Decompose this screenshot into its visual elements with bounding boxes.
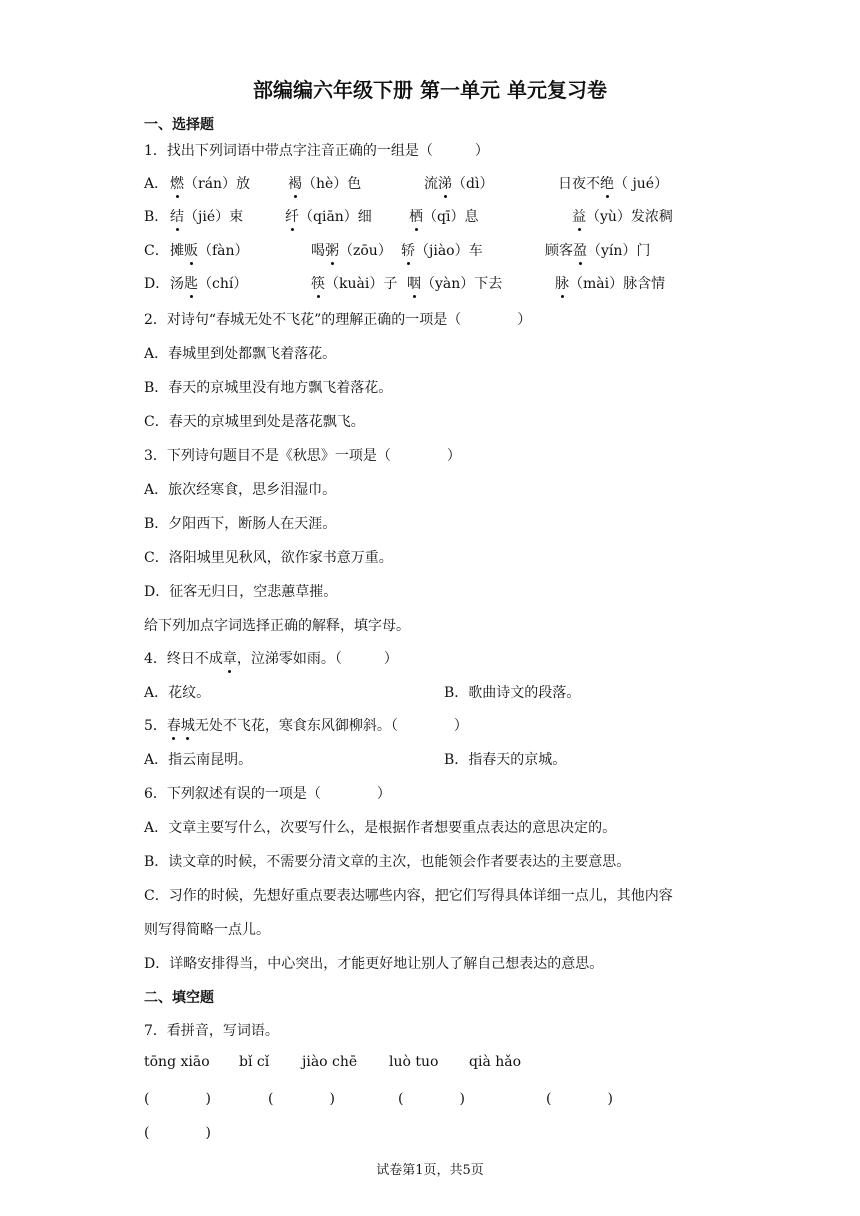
dotted-char: 盈 bbox=[573, 240, 587, 260]
section-heading-fill: 二、填空题 bbox=[144, 990, 214, 1006]
q1-option-d-label: D． bbox=[144, 276, 170, 292]
q6-option-b: B．读文章的时候，不需要分清文章的主次，也能领会作者要表达的主要意思。 bbox=[144, 854, 631, 870]
dotted-char: 涕 bbox=[438, 173, 452, 193]
q1-d-word-2: 筷（kuài）子 bbox=[311, 273, 397, 293]
q2-option-a: A．春城里到处都飘飞着落花。 bbox=[144, 346, 337, 362]
q1-c-word-1: 摊贩（fàn） bbox=[170, 240, 249, 260]
q5-option-a: A．指云南昆明。 bbox=[144, 752, 253, 768]
dotted-char: 粥 bbox=[325, 240, 339, 260]
dotted-char: 褐 bbox=[288, 173, 302, 193]
dotted-char: 章 bbox=[223, 648, 237, 668]
dotted-char: 咽 bbox=[407, 273, 421, 293]
question-1-stem: 1．找出下列词语中带点字注音正确的一组是（ ） bbox=[144, 143, 489, 159]
q1-b-word-2: 纤（qiān）细 bbox=[285, 206, 372, 226]
dotted-char: 燃 bbox=[170, 173, 184, 193]
q3-option-b: B．夕阳西下，断肠人在天涯。 bbox=[144, 516, 337, 532]
pinyin-3: jiào chē bbox=[302, 1054, 358, 1070]
q3-option-d: D．征客无归日，空悲蕙草摧。 bbox=[144, 584, 338, 600]
answer-blank-1[interactable]: ( ) bbox=[144, 1091, 211, 1107]
page-title: 部编编六年级下册 第一单元 单元复习卷 bbox=[253, 78, 607, 102]
q1-a-word-2: 褐（hè）色 bbox=[288, 173, 361, 193]
q1-option-a-label: A． bbox=[144, 176, 169, 192]
question-4-stem: 4．终日不成章，泣涕零如雨。（ ） bbox=[144, 648, 398, 668]
answer-blank-5[interactable]: ( ) bbox=[144, 1125, 211, 1141]
dotted-char: 益 bbox=[572, 206, 586, 226]
q1-b-word-4: 益（yù）发浓稠 bbox=[572, 206, 673, 226]
pinyin-2: bǐ cǐ bbox=[239, 1054, 270, 1070]
q6-option-a: A．文章主要写什么，次要写什么，是根据作者想要重点表达的意思决定的。 bbox=[144, 820, 617, 836]
pinyin-5: qià hǎo bbox=[469, 1054, 522, 1070]
q2-option-b: B．春天的京城里没有地方飘飞着落花。 bbox=[144, 380, 393, 396]
dotted-char: 脉 bbox=[555, 273, 569, 293]
q6-option-c-line1: C．习作的时候，先想好重点要表达哪些内容，把它们写得具体详细一点儿，其他内容 bbox=[144, 888, 673, 904]
dotted-char: 城 bbox=[181, 715, 195, 735]
q1-a-word-1: 燃（rán）放 bbox=[170, 173, 250, 193]
q4-option-a: A．花纹。 bbox=[144, 685, 211, 701]
dotted-char: 春 bbox=[167, 715, 181, 735]
question-2-stem: 2．对诗句“春城无处不飞花”的理解正确的一项是（ ） bbox=[144, 312, 532, 328]
q1-b-word-3: 栖（qī）息 bbox=[409, 206, 478, 226]
q2-option-c: C．春天的京城里到处是落花飘飞。 bbox=[144, 414, 365, 430]
dotted-char: 贩 bbox=[184, 240, 198, 260]
q1-d-word-3: 咽（yàn）下去 bbox=[407, 273, 502, 293]
question-5-stem: 5．春城无处不飞花，寒食东风御柳斜。（ ） bbox=[144, 715, 468, 735]
q1-d-word-4: 脉（mài）脉含情 bbox=[555, 273, 665, 293]
q1-c-word-4: 顾客盈（yín）门 bbox=[545, 240, 650, 260]
section-heading-choice: 一、选择题 bbox=[144, 117, 214, 133]
q1-a-word-4: 日夜不绝（ jué） bbox=[558, 173, 668, 193]
question-6-stem: 6．下列叙述有误的一项是（ ） bbox=[144, 786, 391, 802]
q1-b-word-1: 结（jié）束 bbox=[170, 206, 243, 226]
dotted-char: 绝 bbox=[600, 173, 614, 193]
dotted-char: 纤 bbox=[285, 206, 299, 226]
dotted-char: 栖 bbox=[409, 206, 423, 226]
dotted-char: 结 bbox=[170, 206, 184, 226]
q6-option-c-line2: 则写得简略一点儿。 bbox=[144, 922, 270, 938]
q3-option-c: C．洛阳城里见秋风，欲作家书意万重。 bbox=[144, 550, 393, 566]
q5-option-b: B．指春天的京城。 bbox=[444, 752, 567, 768]
q1-option-c-label: C． bbox=[144, 243, 169, 259]
answer-blank-3[interactable]: ( ) bbox=[398, 1091, 465, 1107]
question-3-stem: 3．下列诗句题目不是《秋思》一项是（ ） bbox=[144, 448, 461, 464]
page-footer: 试卷第1页，共5页 bbox=[376, 1163, 484, 1178]
answer-blank-4[interactable]: ( ) bbox=[546, 1091, 613, 1107]
instruction-text: 给下列加点字词选择正确的解释，填字母。 bbox=[144, 618, 410, 634]
q4-option-b: B．歌曲诗文的段落。 bbox=[444, 685, 581, 701]
q1-c-word-2: 喝粥（zōu） bbox=[311, 240, 392, 260]
pinyin-1: tōng xiāo bbox=[144, 1054, 210, 1070]
q3-option-a: A．旅次经寒食，思乡泪湿巾。 bbox=[144, 482, 337, 498]
q6-option-d: D．详略安排得当，中心突出，才能更好地让别人了解自己想表达的意思。 bbox=[144, 956, 604, 972]
q1-a-word-3: 流涕（dì） bbox=[424, 173, 493, 193]
q1-d-word-1: 汤匙（chí） bbox=[170, 273, 247, 293]
q1-c-word-3: 轿（jiào）车 bbox=[401, 240, 483, 260]
pinyin-4: luò tuo bbox=[389, 1054, 439, 1070]
dotted-char: 轿 bbox=[401, 240, 415, 260]
dotted-char: 匙 bbox=[184, 273, 198, 293]
answer-blank-2[interactable]: ( ) bbox=[268, 1091, 335, 1107]
question-7-stem: 7．看拼音，写词语。 bbox=[144, 1023, 279, 1039]
dotted-char: 筷 bbox=[311, 273, 325, 293]
q1-option-b-label: B． bbox=[144, 209, 169, 225]
